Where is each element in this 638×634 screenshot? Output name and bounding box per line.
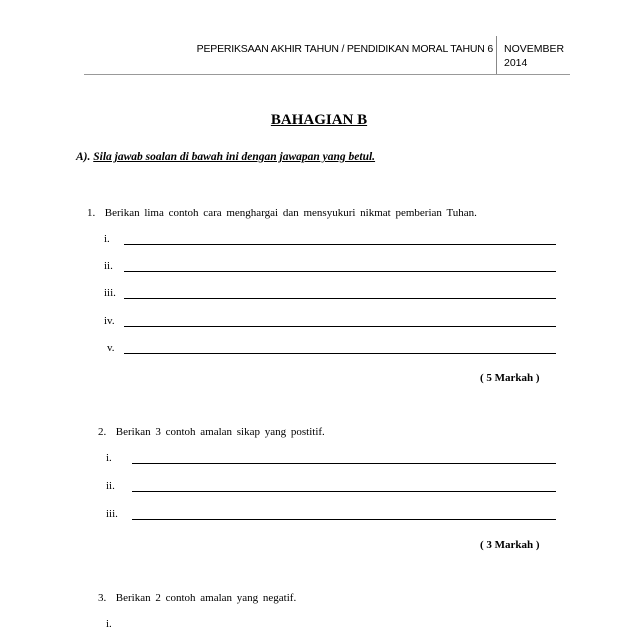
section-instruction — [76, 151, 375, 163]
answer-line[interactable] — [132, 463, 556, 464]
answer-row — [106, 480, 556, 496]
answer-label: i. — [104, 233, 110, 245]
answer-label: ii. — [104, 260, 113, 272]
exam-title: PEPERIKSAAN AKHIR TAHUN / PENDIDIKAN MORAL TAHUN 6 — [196, 43, 493, 55]
answer-label: i. — [106, 452, 112, 464]
answer-label: ii. — [106, 480, 115, 492]
answer-label: iii. — [104, 287, 116, 299]
answer-line[interactable] — [132, 519, 556, 520]
answer-line[interactable] — [124, 271, 556, 272]
instruction-prefix: A). — [76, 151, 91, 163]
answer-row — [104, 233, 556, 249]
question-text: Berikan 2 contoh amalan yang negatif. — [115, 592, 297, 604]
answer-label: v. — [107, 342, 115, 354]
answer-line[interactable] — [124, 244, 556, 245]
answer-label: i. — [106, 618, 112, 630]
question-number: 2. — [98, 426, 107, 438]
answer-row — [104, 315, 556, 331]
question-2 — [98, 426, 325, 438]
question-1 — [87, 207, 477, 219]
answer-line[interactable] — [124, 326, 556, 327]
question-3 — [98, 592, 296, 604]
question-number: 3. — [98, 592, 107, 604]
answer-label: iii. — [106, 508, 118, 520]
header-rule — [84, 74, 570, 75]
section-title: BAHAGIAN B — [270, 112, 368, 128]
instruction-text: Sila jawab soalan di bawah ini dengan jawapan yang betul. — [93, 151, 376, 163]
exam-date — [504, 42, 584, 70]
answer-row — [107, 342, 556, 358]
answer-label: iv. — [104, 315, 115, 327]
question-marks: ( 5 Markah ) — [480, 372, 540, 384]
exam-month: NOVEMBER — [504, 43, 565, 55]
question-text: Berikan lima contoh cara menghargai dan mensyukuri nikmat pemberian Tuhan. — [104, 207, 477, 219]
answer-row — [106, 452, 556, 468]
question-number: 1. — [87, 207, 96, 219]
page-header — [0, 0, 638, 84]
exam-year: 2014 — [504, 57, 528, 69]
answer-line[interactable] — [132, 491, 556, 492]
question-text: Berikan 3 contoh amalan sikap yang postitif. — [115, 426, 325, 438]
answer-line[interactable] — [124, 298, 556, 299]
answer-line[interactable] — [124, 353, 556, 354]
question-marks: ( 3 Markah ) — [480, 539, 540, 551]
answer-row — [104, 287, 556, 303]
answer-row — [104, 260, 556, 276]
header-divider — [496, 36, 497, 74]
answer-row — [106, 508, 556, 524]
answer-row — [106, 618, 556, 634]
